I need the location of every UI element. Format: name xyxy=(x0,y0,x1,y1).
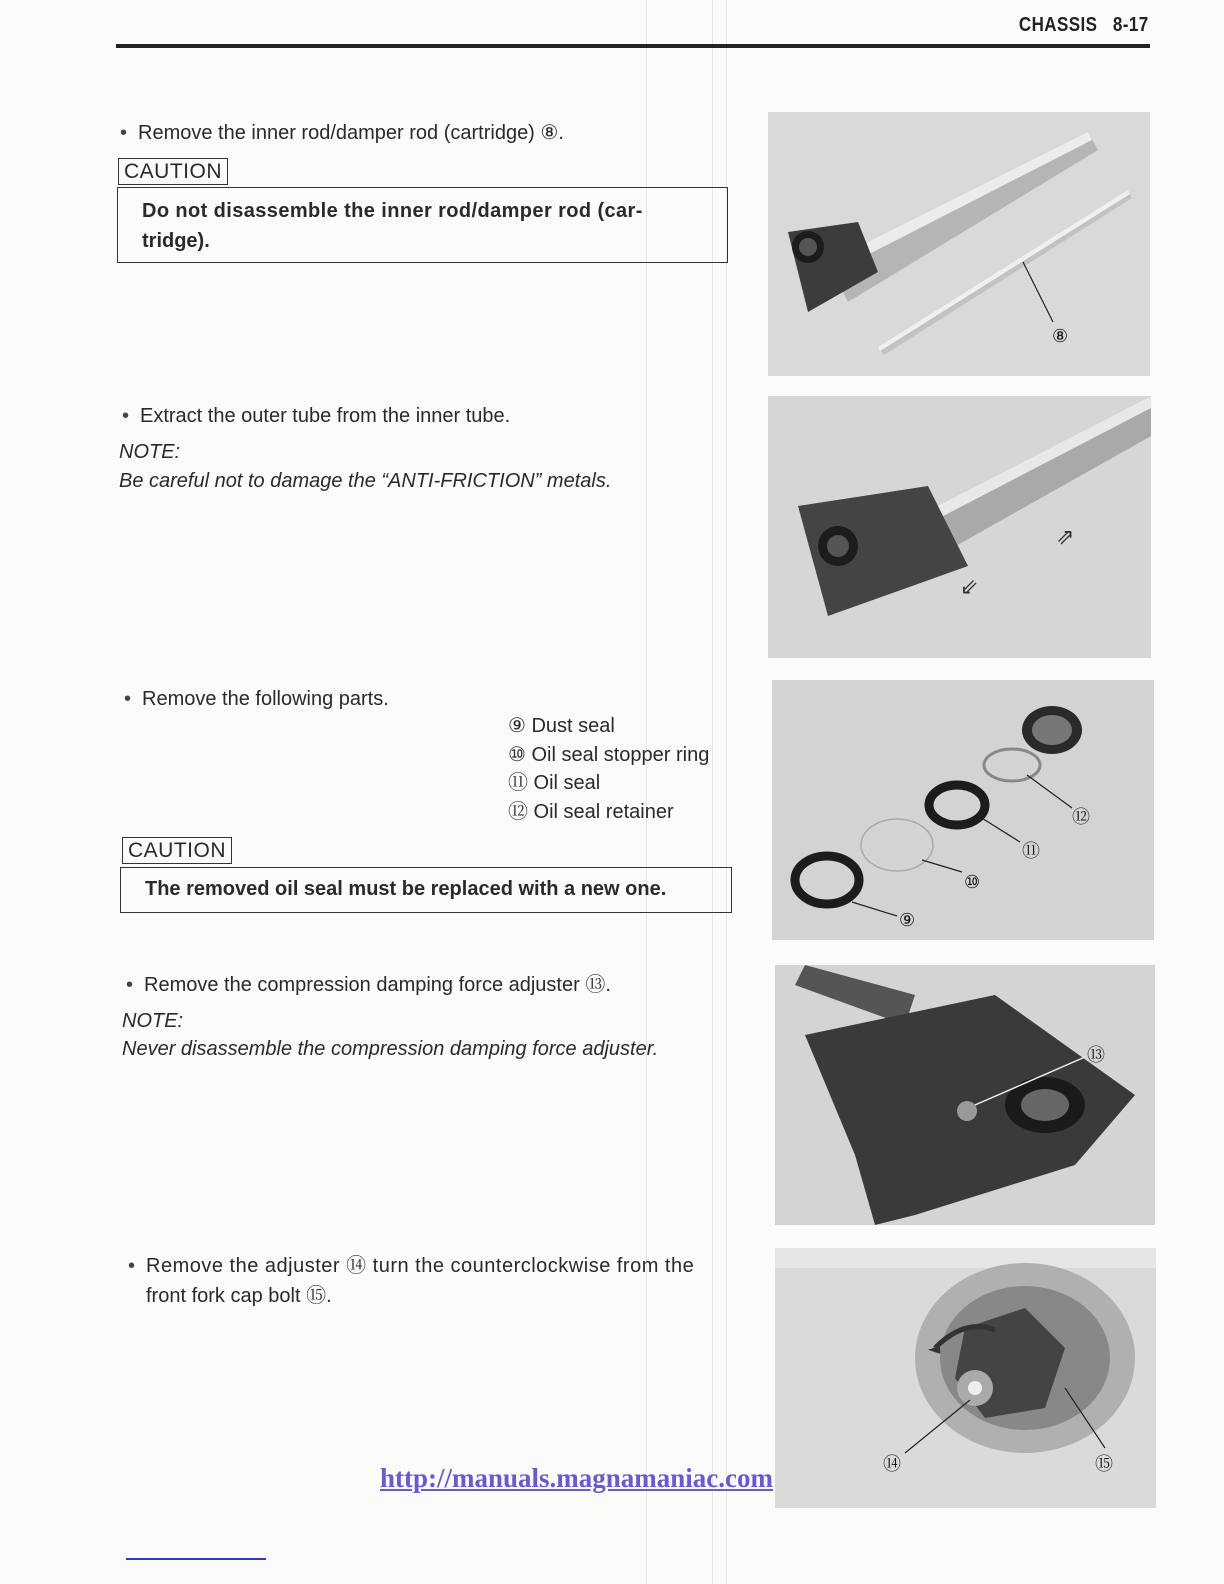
caution-label: CAUTION xyxy=(118,158,228,185)
step3-bullet: • Remove the following parts. xyxy=(124,684,389,714)
caution-label: CAUTION xyxy=(122,837,232,864)
bullet-icon: • xyxy=(122,405,130,427)
header-rule xyxy=(116,44,1150,48)
callout-11: ⑪ xyxy=(1022,841,1040,862)
note-text: Never disassemble the compression damping force adjuster. xyxy=(122,1038,659,1060)
fork-cartridge-illustration xyxy=(768,112,1150,376)
footnote-rule xyxy=(126,1558,266,1560)
photo-seals xyxy=(772,680,1154,940)
photo-inner-rod xyxy=(768,112,1150,376)
photo-compression-adjuster xyxy=(775,965,1155,1225)
cap-bolt-illustration xyxy=(775,1248,1156,1508)
outer-tube-illustration xyxy=(768,396,1151,658)
caution-text-line: Do not disassemble the inner rod/damper rod (car- xyxy=(142,200,643,222)
callout-9: ⑨ xyxy=(899,910,916,931)
photo-outer-tube xyxy=(768,396,1151,658)
bullet-icon: • xyxy=(126,974,134,996)
list-item: ⑪ Oil seal xyxy=(508,772,601,794)
step5-bullet-continuation: front fork cap bolt ⑮. xyxy=(146,1285,332,1307)
list-item: ⑨ Dust seal xyxy=(508,715,615,737)
arrow-icon: ⇗ xyxy=(1056,525,1075,550)
step5-bullet: • Remove the adjuster ⑭ turn the counterclockwise from the xyxy=(128,1251,694,1281)
callout-13: ⑬ xyxy=(1087,1045,1105,1066)
list-item: ⑩ Oil seal stopper ring xyxy=(508,743,710,766)
caution-text-line: tridge). xyxy=(142,230,210,252)
section-title: CHASSIS xyxy=(1019,14,1098,36)
page-number: 8-17 xyxy=(1113,14,1149,36)
step2-bullet: • Extract the outer tube from the inner tube. xyxy=(122,401,510,431)
callout-10: ⑩ xyxy=(964,872,981,893)
compression-adjuster-illustration xyxy=(775,965,1155,1225)
parts-list xyxy=(508,712,709,826)
photo-cap-bolt xyxy=(775,1248,1156,1508)
bullet-icon: • xyxy=(120,122,128,144)
note-label: NOTE: xyxy=(122,1010,184,1032)
caution-text-line: The removed oil seal must be replaced with a new one. xyxy=(145,878,667,900)
seals-illustration xyxy=(772,680,1154,940)
note-text: Be careful not to damage the “ANTI-FRICTION” metals. xyxy=(119,470,612,492)
rotate-arrow-icon: ◄ xyxy=(928,1339,941,1358)
arrow-icon: ⇙ xyxy=(960,575,979,600)
caution-box xyxy=(117,187,728,263)
bullet-icon: • xyxy=(128,1255,136,1277)
page-header xyxy=(1019,14,1149,37)
callout-15: ⑮ xyxy=(1095,1454,1113,1475)
footer-link[interactable]: http://manuals.magnamaniac.com xyxy=(380,1463,774,1493)
step1-bullet: • Remove the inner rod/damper rod (cartridge) ⑧. xyxy=(120,118,564,148)
callout-14: ⑭ xyxy=(883,1454,901,1475)
note-label: NOTE: xyxy=(119,441,181,463)
step4-bullet: • Remove the compression damping force adjuster ⑬. xyxy=(126,970,611,1000)
list-item: ⑫ Oil seal retainer xyxy=(508,800,674,823)
callout-12: ⑫ xyxy=(1072,807,1090,828)
caution-box xyxy=(120,867,732,913)
callout-8: ⑧ xyxy=(1052,326,1069,347)
bullet-icon: • xyxy=(124,688,132,710)
